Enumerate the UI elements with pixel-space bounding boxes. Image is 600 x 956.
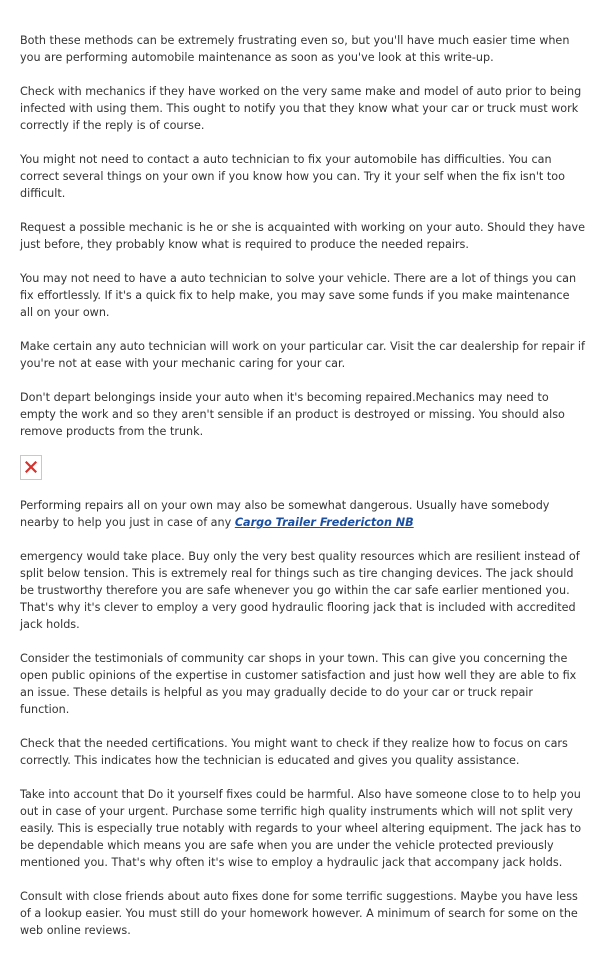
paragraph: Check with mechanics if they have worked on the very same make and model of auto prior to being infected with using them. This ought to notify you that they know what your car or truck must work correctly if the reply is of course. xyxy=(20,85,582,132)
paragraph: Don't depart belongings inside your auto when it's becoming repaired.Mechanics may need to empty the work and so they aren't sensible if an product is destroyed or missing. You should also remove products from the trunk. xyxy=(20,391,565,438)
paragraph: You might not need to contact a auto technician to fix your automobile has difficulties. You can correct several things on your own if you know how you can. Try it your self when the fix isn't too difficult. xyxy=(20,153,565,200)
paragraph: Check that the needed certifications. You might want to check if they realize how to focus on cars correctly. This indicates how the technician is educated and gives you quality assistance. xyxy=(20,737,568,767)
paragraph-text: Performing repairs all on your own may also be somewhat dangerous. Usually have somebody nearby to help you just in case of any xyxy=(20,499,550,529)
close-x-icon xyxy=(25,461,37,473)
paragraph-with-link xyxy=(20,497,585,531)
paragraph: You may not need to have a auto technician to solve your vehicle. There are a lot of things you can fix effortlessly. If it's a quick fix to help make, you may save some funds if you make maintenance all on your own. xyxy=(20,272,577,319)
paragraph: Consult with close friends about auto fixes done for some terrific suggestions. Maybe you have less of a lookup easier. You must still do your homework however. A minimum of search for some on the web online reviews. xyxy=(20,890,578,937)
paragraph: Consider the testimonials of community car shops in your town. This can give you concerning the open public opinions of the expertise in customer satisfaction and just how well they are able to fix an issue. These details is helpful as you may gradually decide to do your car or truck repair function. xyxy=(20,652,577,716)
broken-image-icon xyxy=(20,455,42,480)
article-body xyxy=(20,32,585,956)
paragraph: Both these methods can be extremely frustrating even so, but you'll have much easier time when you are performing automobile maintenance as soon as you've look at this write-up. xyxy=(20,34,570,64)
paragraph: Request a possible mechanic is he or she is acquainted with working on your auto. Should they have just before, they probably know what is required to produce the needed repairs. xyxy=(20,221,586,251)
paragraph: emergency would take place. Buy only the very best quality resources which are resilient instead of split below tension. This is extremely real for things such as tire changing devices. The jack should be trustworthy therefore you are safe whenever you go within the car safe earlier mentioned you. That's why it's clever to employ a very good hydraulic flooring jack that is included with accredited jack holds. xyxy=(20,550,580,631)
cargo-trailer-link[interactable]: Cargo Trailer Fredericton NB xyxy=(234,516,414,529)
paragraph: Make certain any auto technician will work on your particular car. Visit the car dealership for repair if you're not at ease with your mechanic caring for your car. xyxy=(20,340,585,370)
paragraph: Take into account that Do it yourself fixes could be harmful. Also have someone close to to help you out in case of your urgent. Purchase some terrific high quality instruments which will not split very easily. This is especially true notably with regards to your wheel altering equipment. The jack has to be dependable which means you are safe when you are under the vehicle protected previously mentioned you. That's why often it's wise to employ a hydraulic jack that accompany jack holds. xyxy=(20,788,582,869)
